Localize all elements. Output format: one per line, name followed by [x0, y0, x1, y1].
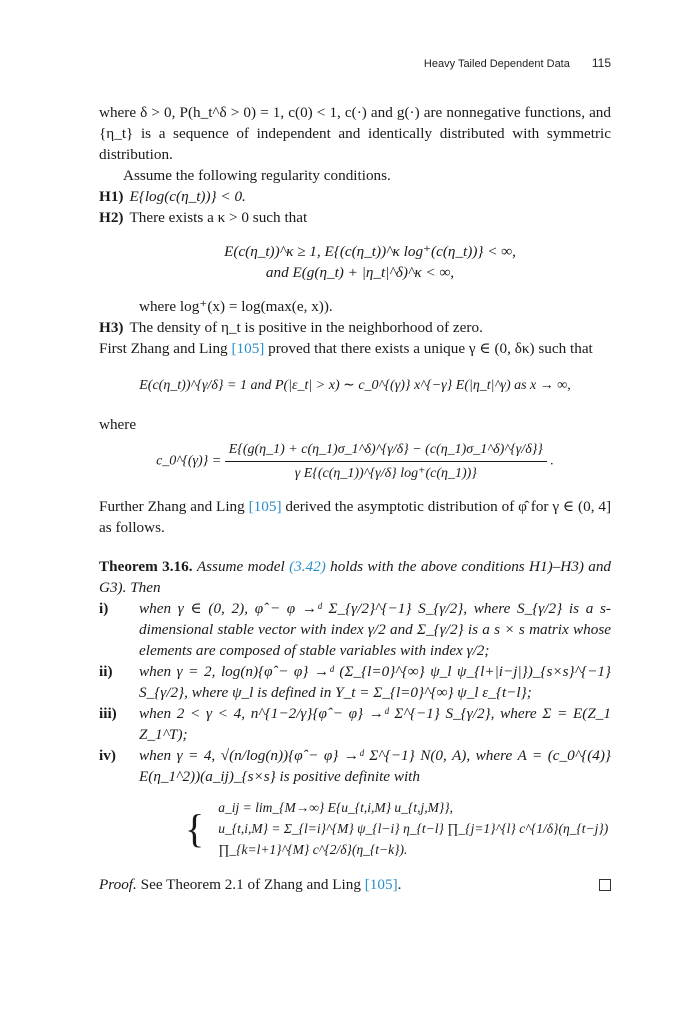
theorem-item-ii	[99, 661, 611, 703]
running-title: Heavy Tailed Dependent Data	[423, 58, 570, 70]
item-label: i)	[99, 600, 109, 617]
log-plus-definition: where log⁺(x) = log(max(e, x)).	[139, 298, 333, 315]
hypothesis-text: The density of η_t is positive in the neighborhood of zero.	[129, 319, 483, 336]
page-body	[99, 102, 611, 895]
paragraph-asymptotic-intro	[99, 496, 611, 538]
citation-link[interactable]: [105]	[248, 498, 282, 515]
u-definition: u_{t,i,M} = Σ_{l=i}^{M} ψ_{l−i} η_{t−l} ∏_{j=1}^{l} c^{1/δ}(η_{t−j}) ∏_{k=l+1}^{M} c^{2/δ}(η_{t−k}).	[218, 821, 609, 857]
text-fragment: .	[397, 876, 402, 893]
equation-h2-line2: and E(g(η_t) + |η_t|^δ)^κ < ∞,	[265, 264, 455, 281]
paragraph-zhang-ling-result	[99, 338, 611, 359]
c0-numerator: E{(g(η_1) + c(η_1)σ_1^δ)^{γ/δ} − (c(η_1)σ_1^δ)^{γ/δ}}	[225, 439, 547, 462]
theorem-item-iv	[99, 745, 611, 787]
proof-label: Proof.	[99, 876, 137, 893]
hypothesis-text: There exists a κ > 0 such that	[129, 209, 308, 226]
theorem-title: Theorem 3.16.	[99, 558, 193, 575]
c0-denominator: γ E{(c(η_1))^{γ/δ} log⁺(c(η_1))}	[294, 466, 477, 481]
hypothesis-h3	[99, 317, 611, 338]
theorem-item-iii	[99, 703, 611, 745]
proof-text	[99, 874, 401, 895]
hypothesis-h2	[99, 207, 611, 228]
running-header	[424, 56, 611, 70]
equation-h2-line1: E(c(η_t))^κ ≥ 1, E{(c(η_t))^κ log⁺(c(η_t))} < ∞,	[224, 243, 516, 260]
text-fragment: See Theorem 2.1 of Zhang and Ling	[140, 876, 361, 893]
hypothesis-label: H1)	[99, 188, 124, 205]
text-fragment: proved that there exists a unique γ ∈ (0, δκ) such that	[268, 340, 593, 357]
item-text: when 2 < γ < 4, n^{1−2/γ}{φ̂ − φ} →ᵈ Σ^{−1} S_{γ/2}, where Σ = E(Z_1 Z_1^T);	[139, 705, 611, 743]
text-fragment: Assume model	[196, 558, 285, 575]
item-text: when γ = 2, log(n){φ̂ − φ} →ᵈ (Σ_{l=0}^{∞} ψ_l ψ_{l+|i−j|})_{s×s}^{−1} S_{γ/2}, where ψ_l is defined in Y_t = Σ_{l=0}^{∞} ψ_l ε_{t−l};	[139, 663, 611, 701]
theorem-item-i	[99, 598, 611, 661]
theorem-statement	[99, 556, 611, 598]
citation-link[interactable]: [105]	[231, 340, 265, 357]
equation-reference-link[interactable]: (3.42)	[289, 558, 326, 575]
qed-box	[599, 879, 611, 891]
paragraph-model-definition: where δ > 0, P(h_t^δ > 0) = 1, c(0) < 1, c(·) and g(·) are nonnegative functions, and {η_t} is a sequence of independent and identically distributed with symmetric distribution.	[99, 104, 611, 163]
item-label: iv)	[99, 747, 116, 764]
equation-tail-index: E(c(η_t))^{γ/δ} = 1 and P(|ε_t| > x) ∼ c_0^{(γ)} x^{−γ} E(|η_t|^γ) as x → ∞,	[139, 378, 571, 393]
equation-system-aij	[185, 797, 611, 860]
text-fragment: Further Zhang and Ling	[99, 498, 245, 515]
item-label: iii)	[99, 705, 117, 722]
aij-definition: a_ij = lim_{M→∞} E{u_{t,i,M} u_{t,j,M}},	[218, 800, 453, 815]
hypothesis-label: H3)	[99, 319, 124, 336]
where-label: where	[99, 416, 137, 433]
item-text: when γ = 4, √(n/log(n)){φ̂ − φ} →ᵈ Σ^{−1} N(0, A), where A = (c_0^{(4)} E(η_1^2))(a_ij)_{s×s} is positive definite with	[139, 747, 611, 785]
brace-rows	[218, 797, 611, 860]
item-text: when γ ∈ (0, 2), φ̂ − φ →ᵈ Σ_{γ/2}^{−1} S_{γ/2}, where S_{γ/2} is a s-dimensional stable vector with index γ/2 and Σ_{γ/2} is a s × s matrix whose elements are composed of stable variables with index γ/2;	[139, 600, 611, 659]
text-fragment: holds with the above conditions H1)–H3) and G3). Then	[99, 558, 612, 596]
text-fragment: First Zhang and Ling	[99, 340, 228, 357]
hypothesis-h1	[99, 186, 611, 207]
c0-end: .	[550, 453, 554, 469]
page-number: 115	[591, 56, 611, 70]
paragraph-conditions-intro: Assume the following regularity conditions.	[123, 167, 391, 184]
equation-c0-constant	[99, 439, 611, 484]
proof-line	[99, 874, 611, 895]
text-fragment: derived the asymptotic distribution of φ̂ for γ ∈ (0, 4] as follows.	[99, 498, 612, 536]
citation-link[interactable]: [105]	[364, 876, 398, 893]
c0-fraction	[225, 439, 547, 484]
item-label: ii)	[99, 663, 113, 680]
c0-lhs: c_0^{(γ)} =	[156, 453, 222, 469]
hypothesis-label: H2)	[99, 209, 124, 226]
hypothesis-text: E{log(c(η_t))} < 0.	[129, 188, 246, 205]
left-brace: {	[185, 805, 205, 851]
